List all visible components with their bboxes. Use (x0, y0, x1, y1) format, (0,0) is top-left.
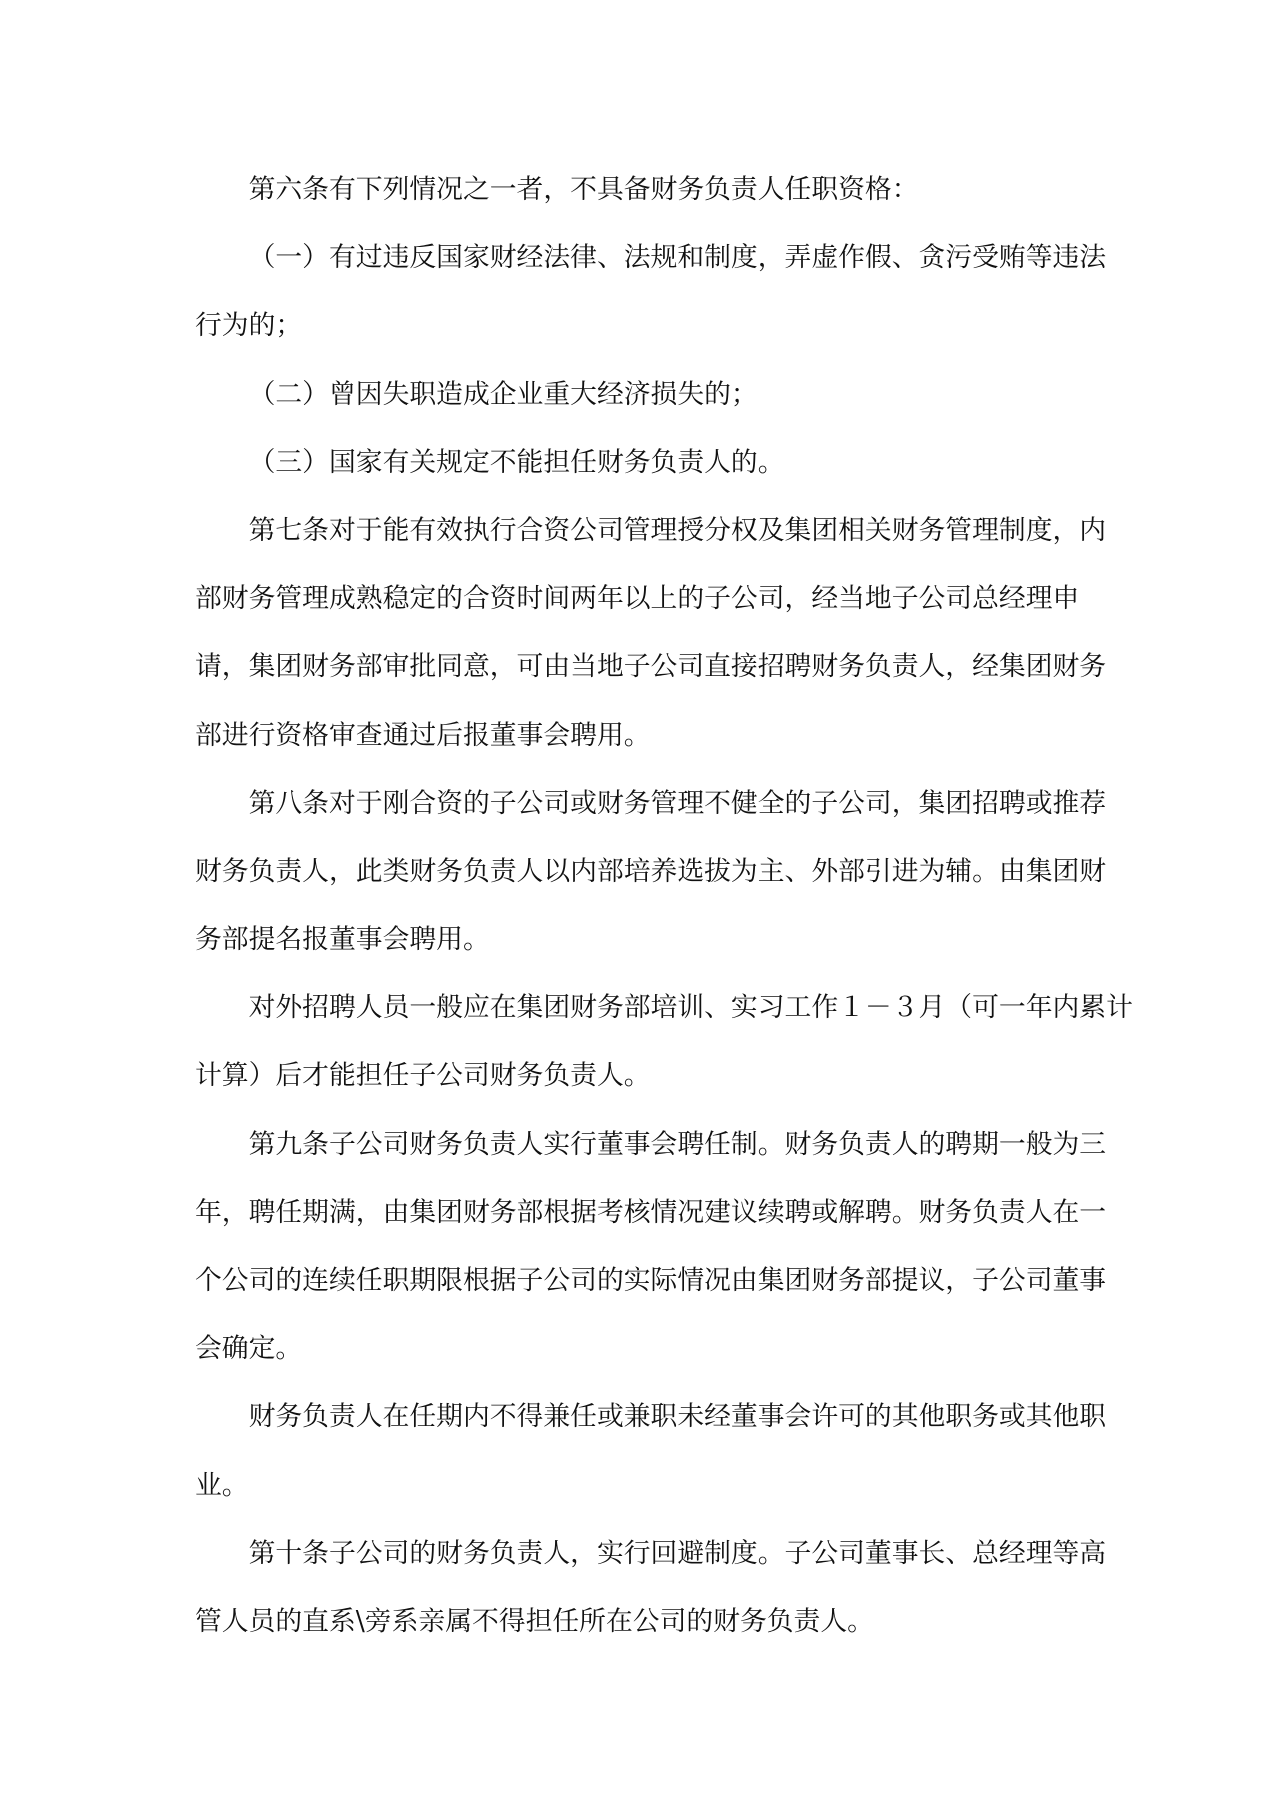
text-line: 第九条子公司财务负责人实行董事会聘任制。财务负责人的聘期一般为三 (248, 1128, 1107, 1160)
text-line: 第七条对于能有效执行合资公司管理授分权及集团相关财务管理制度，内 (248, 514, 1107, 546)
text-line: 部进行资格审查通过后报董事会聘用。 (195, 719, 651, 751)
text-line: 个公司的连续任职期限根据子公司的实际情况由集团财务部提议，子公司董事 (195, 1265, 1107, 1296)
text-line: （一）有过违反国家财经法律、法规和制度，弄虚作假、贪污受贿等违法 (248, 242, 1107, 274)
paragraph (195, 361, 1095, 429)
text-line: 对外招聘人员一般应在集团财务部培训、实习工作１－３月（可一年内累计 (248, 992, 1133, 1024)
text-line: 第十条子公司的财务负责人，实行回避制度。子公司董事长、总经理等高 (248, 1537, 1107, 1569)
text-line: 计算）后才能担任子公司财务负责人。 (195, 1060, 651, 1092)
paragraph (195, 1520, 1107, 1656)
text-line: 财务负责人在任期内不得兼任或兼职未经董事会许可的其他职务或其他职 (248, 1401, 1107, 1433)
paragraph (195, 1383, 1107, 1519)
text-line: 请，集团财务部审批同意，可由当地子公司直接招聘财务负责人，经集团财务 (195, 651, 1107, 683)
paragraph (195, 1111, 1107, 1384)
text-line: 管人员的直系\旁系亲属不得担任所在公司的财务负责人。 (195, 1605, 874, 1637)
paragraph (195, 224, 1107, 360)
text-line: 第六条有下列情况之一者，不具备财务负责人任职资格： (248, 174, 919, 205)
document-page (195, 156, 1133, 1656)
paragraph (195, 156, 1095, 224)
text-line: 务部提名报董事会聘用。 (195, 924, 490, 956)
text-line: （三）国家有关规定不能担任财务负责人的。 (248, 446, 785, 478)
text-line: 业。 (195, 1469, 249, 1501)
text-line: 第八条对于刚合资的子公司或财务管理不健全的子公司，集团招聘或推荐 (248, 787, 1107, 819)
text-line: 财务负责人，此类财务负责人以内部培养选拔为主、外部引进为辅。由集团财 (195, 855, 1107, 887)
paragraph (195, 770, 1107, 975)
paragraph (195, 974, 1133, 1110)
paragraph (195, 429, 1095, 497)
text-line: 部财务管理成熟稳定的合资时间两年以上的子公司，经当地子公司总经理申 (195, 583, 1080, 615)
text-line: 行为的； (195, 310, 303, 342)
text-line: 年，聘任期满，由集团财务部根据考核情况建议续聘或解聘。财务负责人在一 (195, 1196, 1107, 1228)
text-line: 会确定。 (195, 1333, 303, 1365)
paragraph (195, 497, 1107, 770)
text-line: （二）曾因失职造成企业重大经济损失的； (248, 378, 758, 410)
